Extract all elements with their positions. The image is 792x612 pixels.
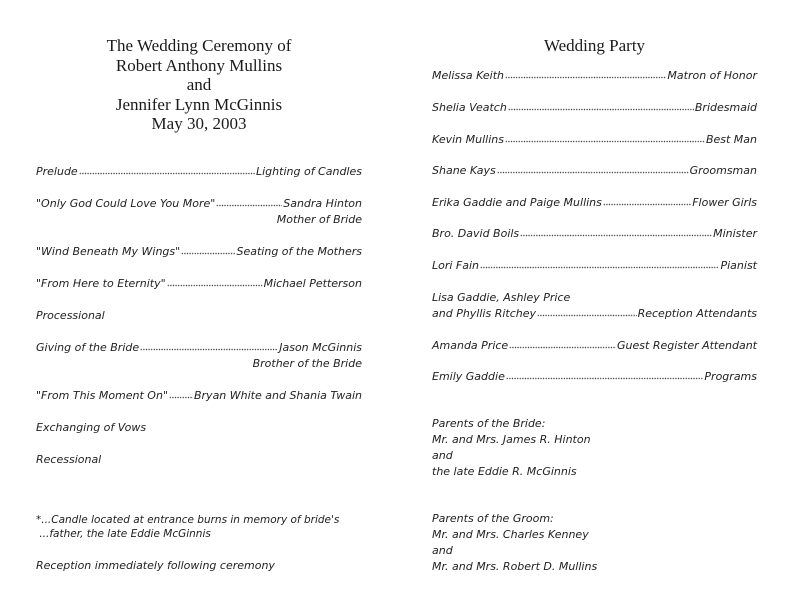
program-item-song-3 xyxy=(36,276,362,292)
member-name: Melissa Keith xyxy=(432,69,504,82)
program-item-vows xyxy=(36,420,362,436)
program-item-subdetail: Mother of Bride xyxy=(276,213,362,226)
member-role: Best Man xyxy=(705,133,757,146)
program-item-prelude xyxy=(36,164,362,180)
dot-leader xyxy=(167,276,263,287)
ceremony-title xyxy=(36,36,362,134)
dot-leader xyxy=(603,195,691,206)
footnote-line: *...Candle located at entrance burns in memory of bride's xyxy=(36,514,340,526)
member-name: Shelia Veatch xyxy=(432,101,507,114)
parents-line: Mr. and Mrs. Robert D. Mullins xyxy=(432,560,598,573)
party-member xyxy=(432,100,757,116)
program-item-detail: Michael Petterson xyxy=(263,277,362,290)
member-name: Erika Gaddie and Paige Mullins xyxy=(432,196,602,209)
dot-leader xyxy=(520,226,712,237)
member-name: Lori Fain xyxy=(432,259,480,272)
parents-line: the late Eddie R. McGinnis xyxy=(432,465,577,478)
program-item-label: "Only God Could Love You More" xyxy=(36,197,216,210)
parents-line: Mr. and Mrs. Charles Kenney xyxy=(432,528,589,541)
dot-leader xyxy=(480,258,719,269)
program-item-label: "Wind Beneath My Wings" xyxy=(36,245,181,258)
party-member xyxy=(432,226,757,242)
program-item-label: Exchanging of Vows xyxy=(36,421,147,434)
parents-line: Parents of the Groom: xyxy=(432,512,554,525)
program-item-detail: Seating of the Mothers xyxy=(236,245,362,258)
dot-leader xyxy=(505,68,666,79)
program-item-detail: Sandra Hinton xyxy=(283,197,362,210)
program-item-processional xyxy=(36,308,362,324)
title-line: Robert Anthony Mullins xyxy=(115,55,283,75)
member-role: Programs xyxy=(704,370,757,383)
member-role: Minister xyxy=(713,227,757,240)
program-item-label: "From This Moment On" xyxy=(36,389,168,402)
member-name: and Phyllis Ritchey xyxy=(432,307,537,320)
member-role: Pianist xyxy=(720,259,757,272)
candle-footnote xyxy=(36,513,362,541)
program-item-label: "From Here to Eternity" xyxy=(36,277,166,290)
program-item-song-1 xyxy=(36,196,362,228)
party-member xyxy=(432,258,757,274)
wedding-party-title: Wedding Party xyxy=(543,36,646,55)
member-role: Groomsman xyxy=(689,164,757,177)
member-name: Emily Gaddie xyxy=(432,370,505,383)
program-item-song-4 xyxy=(36,388,362,404)
parents-line: Parents of the Bride: xyxy=(432,417,546,430)
member-name: Shane Kays xyxy=(432,164,496,177)
program-item-detail: Jason McGinnis xyxy=(279,341,362,354)
parents-of-groom xyxy=(432,511,757,575)
party-member xyxy=(432,195,757,211)
member-name: Bro. David Boils xyxy=(432,227,520,240)
party-member xyxy=(432,68,757,84)
member-role: Flower Girls xyxy=(692,196,757,209)
reception-note xyxy=(36,558,362,574)
member-name: Amanda Price xyxy=(432,339,509,352)
member-role: Matron of Honor xyxy=(667,69,757,82)
party-member xyxy=(432,290,757,322)
party-member xyxy=(432,338,757,354)
parents-of-bride xyxy=(432,416,757,480)
reception-note-text: Reception immediately following ceremony xyxy=(36,559,275,572)
dot-leader xyxy=(181,244,235,255)
program-item-detail: Bryan White and Shania Twain xyxy=(193,389,362,402)
dot-leader xyxy=(508,100,694,111)
dot-leader xyxy=(140,340,278,351)
dot-leader xyxy=(506,369,704,380)
program-item-song-2 xyxy=(36,244,362,260)
dot-leader xyxy=(216,196,282,207)
program-item-detail: Lighting of Candles xyxy=(256,165,362,178)
dot-leader xyxy=(169,388,193,399)
member-name: Kevin Mullins xyxy=(432,133,504,146)
member-role: Guest Register Attendant xyxy=(617,339,757,352)
program-item-label: Prelude xyxy=(36,165,78,178)
dot-leader xyxy=(537,306,637,317)
parents-line: and xyxy=(432,449,453,462)
title-line: The Wedding Ceremony of xyxy=(106,36,292,55)
parents-line: and xyxy=(432,544,453,557)
dot-leader xyxy=(497,163,689,174)
party-member xyxy=(432,369,757,385)
dot-leader xyxy=(79,164,255,175)
program-item-label: Recessional xyxy=(36,453,102,466)
title-line: May 30, 2003 xyxy=(151,114,247,133)
member-role: Reception Attendants xyxy=(637,307,757,320)
title-line: and xyxy=(186,75,212,94)
member-role: Bridesmaid xyxy=(694,101,757,114)
program-item-subdetail: Brother of the Bride xyxy=(252,357,362,370)
parents-line: Mr. and Mrs. James R. Hinton xyxy=(432,433,591,446)
program-item-recessional xyxy=(36,452,362,468)
program-item-label: Processional xyxy=(36,309,105,322)
party-member xyxy=(432,163,757,179)
program-item-giving xyxy=(36,340,362,372)
title-line: Jennifer Lynn McGinnis xyxy=(115,94,283,114)
program-item-label: Giving of the Bride xyxy=(36,341,140,354)
member-name-line: Lisa Gaddie, Ashley Price xyxy=(432,291,571,304)
dot-leader xyxy=(509,338,616,349)
footnote-line: ...father, the late Eddie McGinnis xyxy=(36,528,211,540)
dot-leader xyxy=(505,132,705,143)
party-member xyxy=(432,132,757,148)
